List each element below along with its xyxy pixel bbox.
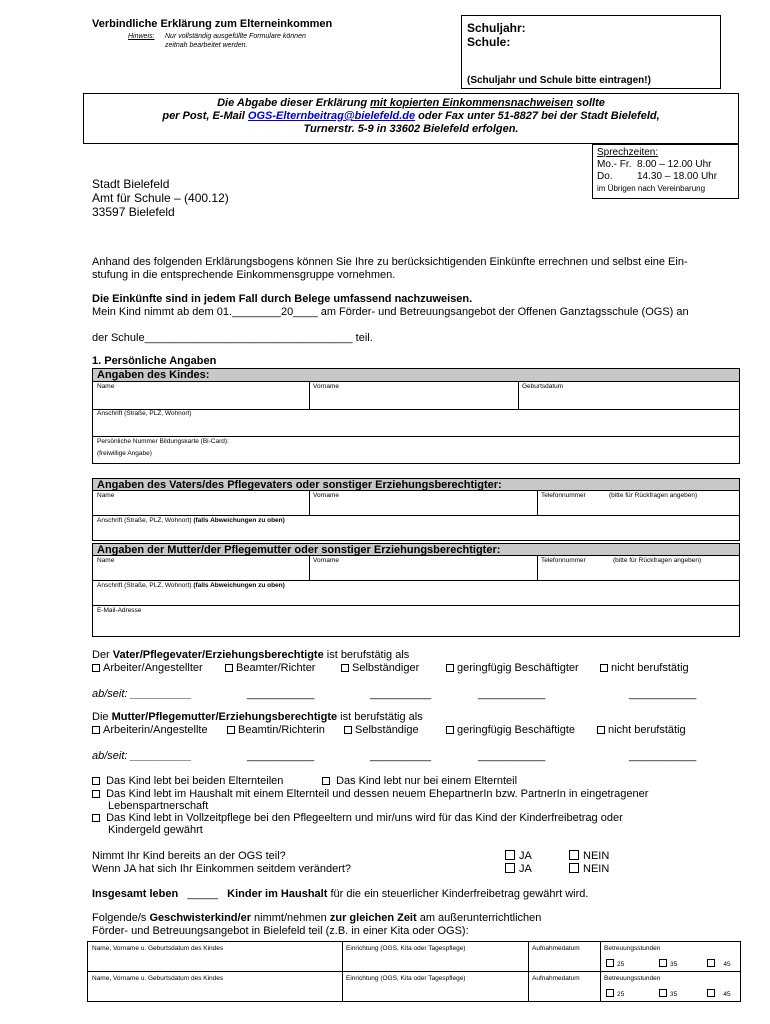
checkbox-icon[interactable]: [707, 989, 715, 997]
hint-label: Hinweis:: [128, 33, 155, 40]
siblings-table: [87, 941, 741, 1002]
sibling-2-hours-25[interactable]: 25: [606, 989, 624, 999]
father-option-civil-servant[interactable]: Beamter/Richter: [225, 662, 315, 675]
checkbox-icon[interactable]: [344, 726, 352, 734]
sibling-2-name-field[interactable]: Name, Vorname u. Geburtsdatum des Kindes: [92, 975, 224, 982]
living-parent-partner-cont: Lebenspartnerschaft: [108, 800, 209, 812]
child-bicard-field[interactable]: Persönliche Nummer Bildungskarte (Bi-Card):: [97, 438, 229, 445]
father-since-blank-2[interactable]: __________: [370, 688, 432, 700]
sibling-1-institution-field[interactable]: Einrichtung (OGS, Kita oder Tagespflege): [346, 945, 466, 952]
father-since-blank-3[interactable]: ___________: [478, 688, 546, 700]
sibling-2-date-field[interactable]: Aufnahmedatum: [532, 975, 580, 982]
school-year-label: Schuljahr:: [467, 21, 526, 35]
household-line[interactable]: Insgesamt leben _____ Kinder im Haushalt für die ein steuerlicher Kinderfreibetrag gewährt wird.: [92, 888, 589, 900]
mother-option-self-employed[interactable]: Selbständige: [344, 724, 419, 737]
address-line-2: Amt für Schule – (400.12): [92, 191, 229, 205]
recipient-address: [92, 177, 229, 219]
father-since-blank-1[interactable]: ___________: [247, 688, 315, 700]
checkbox-icon[interactable]: [92, 814, 100, 822]
child-address-field[interactable]: Anschrift (Straße, PLZ, Wohnort): [97, 410, 192, 417]
ogs-q1-yes[interactable]: JA: [505, 850, 532, 863]
mother-option-worker[interactable]: Arbeiterin/Angestellte: [92, 724, 208, 737]
mother-since-blank-1[interactable]: ___________: [247, 750, 315, 762]
checkbox-icon[interactable]: [659, 959, 667, 967]
mother-since-field[interactable]: ab/seit: __________: [92, 750, 192, 762]
office-hours-box: [592, 144, 739, 199]
office-hours-title: Sprechzeiten:: [597, 147, 659, 158]
mother-phone-note: (bitte für Rückfragen angeben): [613, 557, 702, 564]
siblings-intro-2: Förder- und Betreuungsangebot in Bielefeld teil (z.B. in einer Kita oder OGS):: [92, 925, 469, 937]
living-parent-partner[interactable]: Das Kind lebt im Haushalt mit einem Elternteil und dessen neuem EhepartnerIn bzw. PartnerIn in eingetragener: [92, 788, 648, 801]
checkbox-icon[interactable]: [569, 850, 579, 860]
mother-table: [92, 543, 740, 637]
child-table: [92, 368, 740, 464]
ogs-q1-no[interactable]: NEIN: [569, 850, 609, 863]
mother-since-blank-4[interactable]: ___________: [629, 750, 697, 762]
office-hours-row2-time: 14.30 – 18.00 Uhr: [637, 171, 718, 182]
checkbox-icon[interactable]: [92, 664, 100, 672]
checkbox-icon[interactable]: [597, 726, 605, 734]
submission-notice: [83, 93, 739, 144]
father-since-field[interactable]: ab/seit: __________: [92, 688, 192, 700]
intro-line-1: Anhand des folgenden Erklärungsbogens können Sie Ihre zu berücksichtigenden Einkünfte errechnen und selbst eine Ein-: [92, 256, 688, 268]
father-option-worker[interactable]: Arbeiter/Angestellter: [92, 662, 203, 675]
checkbox-icon[interactable]: [606, 959, 614, 967]
sibling-1-hours-45[interactable]: 45: [707, 959, 731, 969]
sibling-2-hours-45[interactable]: 45: [707, 989, 731, 999]
father-address-field[interactable]: Anschrift (Straße, PLZ, Wohnort) (falls Abweichungen zu oben): [97, 517, 285, 524]
living-one-parent[interactable]: Das Kind lebt nur bei einem Elternteil: [322, 775, 517, 788]
sibling-2-hours-35[interactable]: 35: [659, 989, 677, 999]
notice-line-2: per Post, E-Mail OGS-Elternbeitrag@bielefeld.de oder Fax unter 51-8827 bei der Stadt Bielefeld,: [162, 110, 660, 122]
email-link[interactable]: OGS-Elternbeitrag@bielefeld.de: [247, 110, 416, 122]
sibling-1-hours-label: Betreuungsstunden: [604, 945, 661, 952]
mother-employment-intro: Die Mutter/Pflegemutter/Erziehungsberechtigte ist berufstätig als: [92, 711, 423, 723]
father-employment-intro: Der Vater/Pflegevater/Erziehungsberechtigte ist berufstätig als: [92, 649, 410, 661]
office-hours-row2-day: Do.: [597, 171, 613, 182]
checkbox-icon[interactable]: [227, 726, 235, 734]
checkbox-icon[interactable]: [92, 790, 100, 798]
father-phone-note: (bitte für Rückfragen angeben): [609, 492, 698, 499]
form-title: Verbindliche Erklärung zum Elterneinkommen: [92, 18, 333, 30]
living-both-parents[interactable]: Das Kind lebt bei beiden Elternteilen: [92, 775, 283, 788]
sibling-1-hours-35[interactable]: 35: [659, 959, 677, 969]
father-table-header: Angaben des Vaters/des Pflegevaters oder sonstiger Erziehungsberechtigter:: [93, 479, 739, 491]
father-since-blank-4[interactable]: ___________: [629, 688, 697, 700]
sibling-1-hours-25[interactable]: 25: [606, 959, 624, 969]
school-box[interactable]: [461, 15, 721, 89]
checkbox-icon[interactable]: [505, 850, 515, 860]
checkbox-icon[interactable]: [322, 777, 330, 785]
mother-name-field[interactable]: Name: [97, 557, 115, 564]
office-hours-row1-time: 8.00 – 12.00 Uhr: [637, 159, 712, 170]
father-option-marginal[interactable]: geringfügig Beschäftigter: [446, 662, 579, 675]
child-name-field[interactable]: Name: [97, 383, 115, 390]
mother-option-civil-servant[interactable]: Beamtin/Richterin: [227, 724, 325, 737]
office-hours-row1-day: Mo.- Fr.: [597, 159, 632, 170]
mother-option-unemployed[interactable]: nicht berufstätig: [597, 724, 686, 737]
checkbox-icon[interactable]: [225, 664, 233, 672]
mother-since-blank-3[interactable]: ___________: [478, 750, 546, 762]
mother-address-field[interactable]: Anschrift (Straße, PLZ, Wohnort) (falls Abweichungen zu oben): [97, 582, 285, 589]
address-line-3: 33597 Bielefeld: [92, 205, 175, 219]
intro-start-date[interactable]: Mein Kind nimmt ab dem 01.________20____ am Förder- und Betreuungsangebot der Offenen Ganztagsschule (OGS) an: [92, 306, 689, 318]
mother-option-marginal[interactable]: geringfügig Beschäftigte: [446, 724, 575, 737]
sibling-2-institution-field[interactable]: Einrichtung (OGS, Kita oder Tagespflege): [346, 975, 466, 982]
checkbox-icon[interactable]: [446, 726, 454, 734]
mother-email-field[interactable]: E-Mail-Adresse: [97, 607, 142, 614]
siblings-intro-1: Folgende/s Geschwisterkind/er nimmt/nehmen zur gleichen Zeit am außerunterrichtlichen: [92, 912, 542, 924]
living-foster-care-cont: Kindergeld gewährt: [108, 824, 203, 836]
ogs-q2-no[interactable]: NEIN: [569, 863, 609, 876]
checkbox-icon[interactable]: [600, 664, 608, 672]
checkbox-icon[interactable]: [505, 863, 515, 873]
father-phone-field[interactable]: Telefonnummer: [541, 492, 586, 499]
child-table-header: Angaben des Kindes:: [93, 369, 739, 382]
living-foster-care[interactable]: Das Kind lebt in Vollzeitpflege bei den Pflegeeltern und mir/uns wird für das Kind der Kinderfreibetrag oder: [92, 812, 623, 825]
notice-line-3: Turnerstr. 5-9 in 33602 Bielefeld erfolgen.: [303, 123, 519, 135]
school-note: (Schuljahr und Schule bitte eintragen!): [467, 75, 651, 86]
father-option-unemployed[interactable]: nicht berufstätig: [600, 662, 689, 675]
father-name-field[interactable]: Name: [97, 492, 115, 499]
father-option-self-employed[interactable]: Selbständiger: [341, 662, 419, 675]
father-table: [92, 478, 740, 541]
checkbox-icon[interactable]: [707, 959, 715, 967]
sibling-2-hours-label: Betreuungsstunden: [604, 975, 661, 982]
ogs-question-1: Nimmt Ihr Kind bereits an der OGS teil?: [92, 850, 286, 862]
intro-school-line[interactable]: der Schule__________________________________ teil.: [92, 332, 373, 344]
mother-first-name-field[interactable]: Vorname: [313, 557, 340, 564]
checkbox-icon[interactable]: [569, 863, 579, 873]
ogs-question-2: Wenn JA hat sich Ihr Einkommen seitdem verändert?: [92, 863, 352, 875]
hint-text-1: Nur vollständig ausgefüllte Formulare können: [165, 33, 306, 40]
hint-text-2: zeitnah bearbeitet werden.: [165, 42, 248, 49]
checkbox-icon[interactable]: [92, 726, 100, 734]
intro-evidence: Die Einkünfte sind in jedem Fall durch Belege umfassend nachzuweisen.: [92, 293, 473, 305]
mother-table-header: Angaben der Mutter/der Pflegemutter oder sonstiger Erziehungsberechtigter:: [93, 544, 739, 556]
checkbox-icon[interactable]: [659, 989, 667, 997]
child-first-name-field[interactable]: Vorname: [313, 383, 340, 390]
checkbox-icon[interactable]: [446, 664, 454, 672]
checkbox-icon[interactable]: [606, 989, 614, 997]
intro-line-2: stufung in die entsprechende Einkommensgruppe vornehmen.: [92, 269, 396, 281]
checkbox-icon[interactable]: [341, 664, 349, 672]
mother-since-blank-2[interactable]: __________: [370, 750, 432, 762]
office-hours-row3: im Übrigen nach Vereinbarung: [597, 184, 706, 193]
ogs-q2-yes[interactable]: JA: [505, 863, 532, 876]
checkbox-icon[interactable]: [92, 777, 100, 785]
school-label: Schule:: [467, 35, 511, 49]
section-1-title: 1. Persönliche Angaben: [92, 355, 217, 367]
sibling-1-name-field[interactable]: Name, Vorname u. Geburtsdatum des Kindes: [92, 945, 224, 952]
father-first-name-field[interactable]: Vorname: [313, 492, 340, 499]
child-birth-date-field[interactable]: Geburtsdatum: [522, 383, 564, 390]
sibling-1-date-field[interactable]: Aufnahmedatum: [532, 945, 580, 952]
mother-phone-field[interactable]: Telefonnummer: [541, 557, 586, 564]
notice-line-1: Die Abgabe dieser Erklärung mit kopierten Einkommensnachweisen sollte: [217, 97, 605, 109]
child-bicard-note: (freiwillige Angabe): [97, 450, 152, 457]
address-line-1: Stadt Bielefeld: [92, 177, 170, 191]
